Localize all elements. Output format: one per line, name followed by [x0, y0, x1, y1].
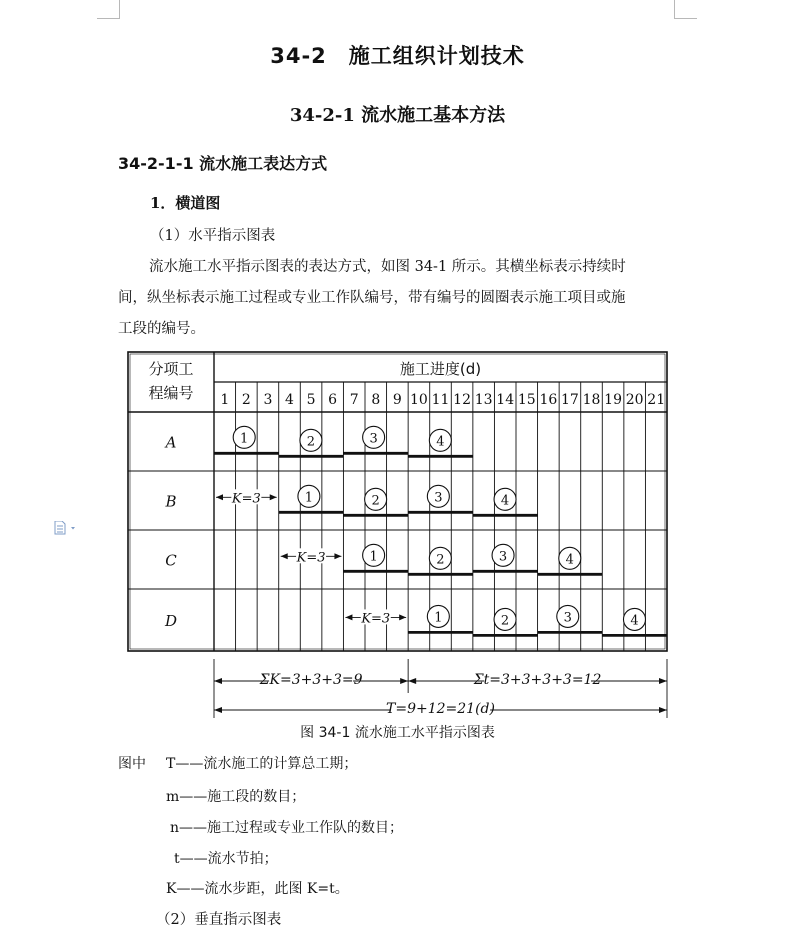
step-k-label: K=3	[361, 611, 391, 627]
day-tick-label: 5	[306, 392, 316, 408]
legend-item: t——流水节拍；	[174, 851, 278, 867]
margin-corner-top-left	[97, 0, 120, 19]
item-heading: 1．横道图	[150, 194, 221, 212]
legend-lead: 图中	[118, 756, 146, 772]
segment-number: 1	[434, 610, 443, 626]
day-tick-label: 20	[625, 392, 644, 408]
day-tick-label: 21	[647, 392, 666, 408]
sum-k-dimension-arrowhead	[214, 678, 222, 684]
day-tick-label: 9	[392, 392, 402, 408]
process-label: D	[164, 612, 178, 630]
sum-t-dimension-arrowhead	[408, 678, 416, 684]
process-label: C	[165, 551, 177, 570]
day-tick-label: 14	[496, 392, 515, 408]
legend-item: m——施工段的数目；	[166, 789, 306, 805]
segment-number: 3	[498, 549, 508, 565]
day-tick-label: 7	[349, 392, 359, 408]
sum-k-dimension-arrowhead	[400, 678, 408, 684]
legend-item: K——流水步距，此图 K=t。	[166, 881, 349, 897]
total-duration-dimension-arrowhead	[214, 707, 222, 713]
paragraph-options-icon[interactable]	[54, 521, 80, 535]
day-tick-label: 3	[263, 392, 273, 408]
day-tick-label: 12	[453, 392, 471, 408]
horizontal-schedule-figure	[120, 346, 680, 718]
segment-number: 2	[436, 552, 445, 568]
subitem-heading-horizontal: （1）水平指示图表	[150, 228, 276, 244]
margin-corner-top-right	[674, 0, 697, 19]
step-arrowhead	[345, 614, 352, 620]
figure-caption: 图 34-1 流水施工水平指示图表	[300, 725, 495, 741]
body-paragraph	[118, 252, 678, 345]
step-arrowhead	[216, 494, 223, 500]
segment-number: 1	[304, 490, 314, 506]
subsection-title: 34-2-1 流水施工基本方法	[289, 105, 506, 126]
segment-number: 4	[565, 552, 574, 568]
segment-number: 4	[436, 434, 445, 450]
paragraph-line: 流水施工水平指示图表的表达方式，如图 34-1 所示。其横坐标表示持续时	[149, 259, 626, 275]
total-duration-dimension-label: T=9+12=21(d)	[386, 701, 495, 717]
day-tick-label: 19	[604, 392, 622, 408]
segment-number: 4	[500, 493, 510, 509]
row-header-label: 程编号	[148, 384, 194, 402]
sum-k-dimension-label: ΣK=3+3+3=9	[259, 672, 363, 688]
day-tick-label: 10	[410, 392, 428, 408]
step-k-label: K=3	[296, 550, 326, 566]
day-tick-label: 1	[220, 392, 230, 408]
step-arrowhead	[281, 553, 288, 559]
segment-number: 3	[369, 431, 378, 447]
day-tick-label: 8	[371, 392, 381, 408]
sum-t-dimension-label: Σt=3+3+3+3=12	[473, 672, 602, 688]
subitem-heading-vertical: （2）垂直指示图表	[156, 912, 282, 928]
day-tick-label: 6	[328, 392, 338, 408]
day-tick-label: 16	[539, 392, 558, 408]
day-tick-label: 2	[241, 392, 251, 408]
step-k-label: K=3	[231, 491, 261, 507]
segment-number: 1	[240, 431, 249, 447]
legend-item: n——施工过程或专业工作队的数目；	[170, 820, 404, 836]
step-arrowhead	[334, 553, 341, 559]
step-arrowhead	[270, 494, 277, 500]
day-tick-label: 13	[474, 392, 493, 408]
segment-number: 3	[434, 490, 443, 506]
sub-subsection-title: 34-2-1-1 流水施工表达方式	[118, 154, 328, 173]
day-tick-label: 18	[582, 392, 601, 408]
legend-row	[118, 753, 357, 773]
section-title: 34-2 施工组织计划技术	[270, 44, 525, 68]
process-label: A	[165, 433, 177, 452]
step-arrowhead	[399, 614, 406, 620]
sum-t-dimension-arrowhead	[659, 678, 667, 684]
paragraph-line: 间，纵坐标表示施工过程或专业工作队编号，带有编号的圆圈表示施工项目或施	[118, 290, 626, 306]
paragraph-line: 工段的编号。	[118, 321, 205, 337]
segment-number: 1	[369, 549, 378, 565]
row-header-label: 分项工	[148, 360, 194, 378]
segment-number: 2	[500, 613, 510, 629]
segment-number: 4	[630, 613, 639, 629]
process-label: B	[165, 492, 177, 511]
segment-number: 2	[371, 493, 380, 509]
legend-item: T——流水施工的计算总工期；	[166, 756, 358, 772]
day-tick-label: 15	[517, 392, 536, 408]
segment-number: 2	[306, 434, 316, 450]
segment-number: 3	[563, 610, 572, 626]
column-header-label: 施工进度(d)	[399, 360, 482, 378]
total-duration-dimension-arrowhead	[659, 707, 667, 713]
day-tick-label: 4	[285, 392, 294, 408]
day-tick-label: 17	[561, 392, 579, 408]
day-tick-label: 11	[431, 392, 450, 408]
